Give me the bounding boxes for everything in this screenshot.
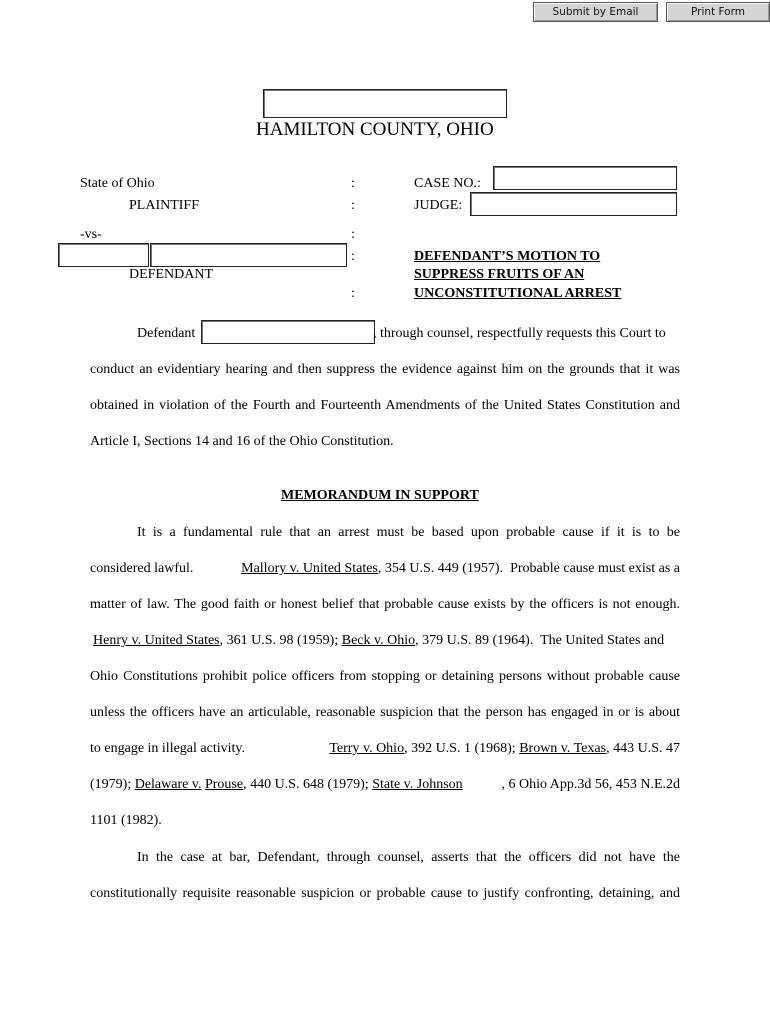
memo-p1-line-6: unless the officers have an articulable, reasonable suspicion that the person has engaged in or is about <box>90 705 680 720</box>
case-citation: Prouse <box>204 777 244 792</box>
caption-colon: : <box>351 249 355 264</box>
memo-text: to engage in illegal activity. <box>90 741 245 756</box>
defendant-first-name-field[interactable] <box>58 243 149 267</box>
motion-title-line-2: SUPPRESS FRUITS OF AN <box>414 267 585 282</box>
memo-text: , 379 U.S. 89 (1964). The United States and <box>415 633 665 648</box>
caption-colon: : <box>351 176 355 191</box>
case-citation: Beck v. Ohio <box>341 633 416 648</box>
motion-line-1: , through counsel, respectfully requests this Court to <box>373 326 666 341</box>
motion-line-3: obtained in violation of the Fourth and Fourteenth Amendments of the United States Constitution and <box>90 398 680 413</box>
memo-citation-line <box>329 741 680 757</box>
memo-p1-line-8 <box>90 777 680 793</box>
memo-text: , 361 U.S. 98 (1959); <box>219 633 342 648</box>
motion-title-line-1: DEFENDANT’S MOTION TO <box>414 249 601 264</box>
case-citation: Terry v. Ohio <box>329 741 405 756</box>
memo-text: , 443 U.S. 47 <box>606 741 680 756</box>
memo-p1-line-7 <box>90 741 680 757</box>
memo-text: , 354 U.S. 449 (1957). Probable cause must exist as a <box>377 561 680 576</box>
memo-text: , 440 U.S. 648 (1979); <box>243 777 373 792</box>
memo-p1-line-5: Ohio Constitutions prohibit police officers from stopping or detaining persons without probable cause <box>90 669 680 684</box>
defendant-label: Defendant <box>137 326 196 341</box>
judge-field[interactable] <box>470 192 677 216</box>
memo-text: (1979); <box>90 777 135 792</box>
caption-colon: : <box>351 198 355 213</box>
case-citation: Mallory v. United States <box>241 561 378 576</box>
memorandum-heading: MEMORANDUM IN SUPPORT <box>281 488 479 503</box>
judge-label: JUDGE: <box>414 198 463 213</box>
plaintiff-name: State of Ohio <box>80 176 155 191</box>
plaintiff-role: PLAINTIFF <box>129 198 200 213</box>
memo-p1-line-1: It is a fundamental rule that an arrest must be based upon probable cause if it is to be <box>137 525 680 540</box>
memo-p1-line-9: 1101 (1982). <box>90 813 162 828</box>
case-citation: Delaware v. <box>134 777 202 792</box>
memo-text: , 392 U.S. 1 (1968); <box>404 741 520 756</box>
versus-label: -vs- <box>80 227 102 242</box>
submit-by-email-button[interactable]: Submit by Email <box>533 2 658 22</box>
motion-line-2: conduct an evidentiary hearing and then suppress the evidence against him on the grounds that it was <box>90 362 680 377</box>
memo-p1-line-4 <box>93 633 664 649</box>
print-form-button[interactable]: Print Form <box>666 2 770 22</box>
motion-title-line-3: UNCONSTITUTIONAL ARREST <box>414 286 622 301</box>
motion-line-4: Article I, Sections 14 and 16 of the Ohio Constitution. <box>90 434 394 449</box>
court-name-field[interactable] <box>263 89 507 118</box>
case-citation: Henry v. United States <box>93 633 220 648</box>
county-heading: HAMILTON COUNTY, OHIO <box>256 119 494 140</box>
memo-p1-line-2 <box>90 561 680 577</box>
memo-text: , 6 Ohio App.3d 56, 453 N.E.2d <box>501 777 680 792</box>
memo-text: considered lawful. <box>90 561 194 576</box>
memo-p1-line-3: matter of law. The good faith or honest belief that probable cause exists by the officers is not enough. <box>90 597 680 612</box>
caption-colon: : <box>351 286 355 301</box>
memo-p2-line-1: In the case at bar, Defendant, through counsel, asserts that the officers did not have the <box>137 850 680 865</box>
memo-p2-line-2: constitutionally requisite reasonable suspicion or probable cause to justify confronting, detaining, and <box>90 886 680 901</box>
caption-colon: : <box>351 227 355 242</box>
memo-citation-line <box>241 561 680 577</box>
case-citation: Brown v. Texas <box>519 741 607 756</box>
case-citation: State v. Johnson <box>372 777 463 792</box>
memo-citation-line <box>90 777 463 793</box>
case-number-field[interactable] <box>493 166 677 190</box>
defendant-last-name-field[interactable] <box>150 243 347 267</box>
defendant-role: DEFENDANT <box>129 267 213 282</box>
case-number-label: CASE NO.: <box>414 176 481 191</box>
defendant-name-field[interactable] <box>201 320 375 344</box>
